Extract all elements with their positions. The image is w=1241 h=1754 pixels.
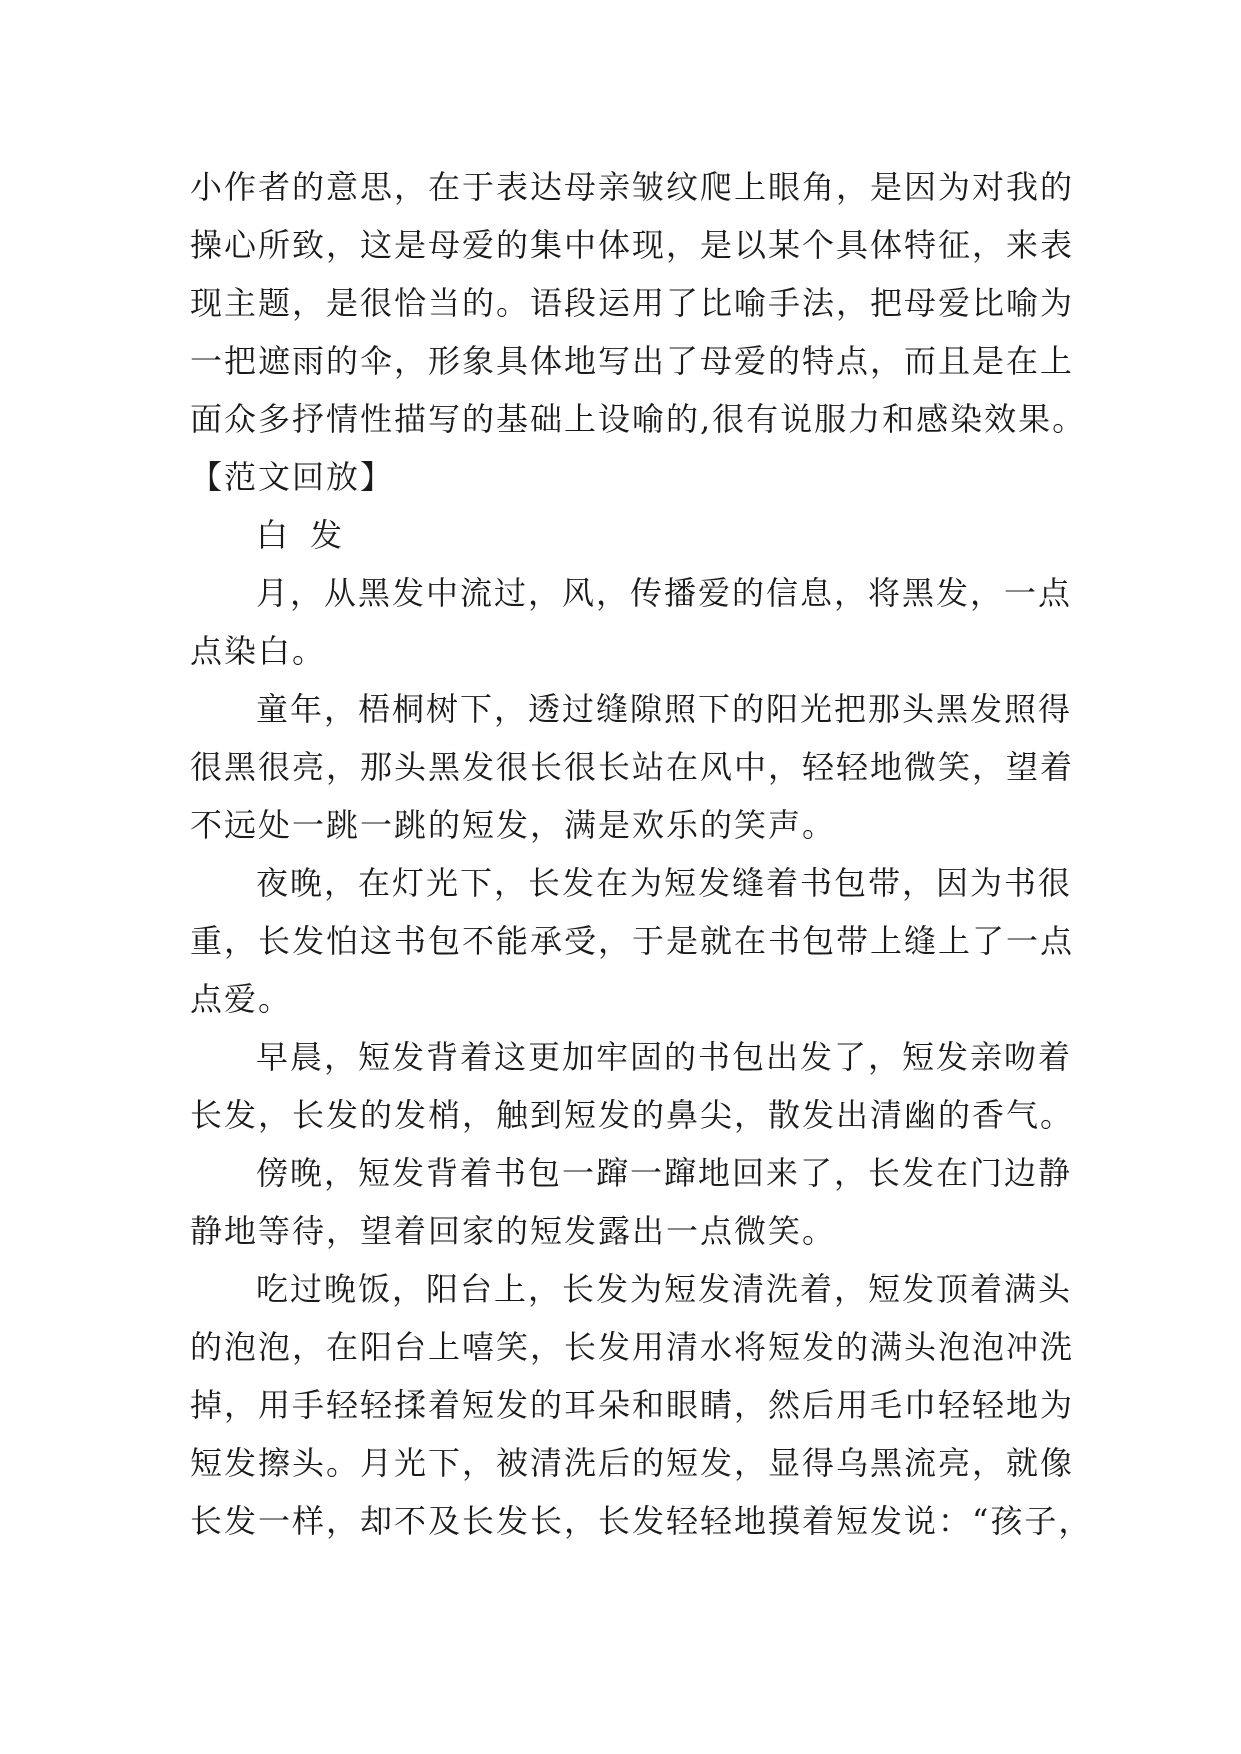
paragraph-childhood	[190, 680, 1075, 854]
essay-title-char-1: 白	[256, 516, 291, 554]
paragraph-line: 不远处一跳一跳的短发，满是欢乐的笑声。	[190, 806, 837, 844]
paragraph-line: 点染白。	[190, 632, 327, 670]
paragraph-line: 的泡泡，在阳台上嘻笑，长发用清水将短发的满头泡泡冲洗	[190, 1328, 1075, 1366]
paragraph-line: 点爱。	[190, 980, 293, 1018]
section-heading: 【范文回放】	[190, 458, 395, 496]
paragraph-line: 很黑很亮，那头黑发很长很长站在风中，轻轻地微笑，望着	[190, 748, 1075, 786]
analysis-line: 一把遮雨的伞，形象具体地写出了母爱的特点，而且是在上	[190, 342, 1075, 380]
analysis-line: 现主题，是很恰当的。语段运用了比喻手法，把母爱比喻为	[190, 284, 1075, 322]
paragraph-moon	[190, 564, 1073, 680]
essay-title-char-2: 发	[310, 516, 345, 554]
paragraph-line: 长发，长发的发梢，触到短发的鼻尖，散发出清幽的香气。	[190, 1096, 1075, 1134]
paragraph-evening	[190, 1144, 1073, 1260]
paragraph-line: 长发一样，却不及长发长，长发轻轻地摸着短发说：“孩子，	[190, 1502, 1093, 1540]
paragraph-line: 夜晚，在灯光下，长发在为短发缝着书包带，因为书很	[256, 864, 1073, 902]
paragraph-line: 静地等待，望着回家的短发露出一点微笑。	[190, 1212, 837, 1250]
paragraph-line: 重，长发怕这书包不能承受，于是就在书包带上缝上了一点	[190, 922, 1075, 960]
paragraph-line: 短发擦头。月光下，被清洗后的短发，显得乌黑流亮，就像	[190, 1444, 1075, 1482]
essay-title	[190, 506, 1070, 564]
paragraph-after-dinner	[190, 1260, 1093, 1550]
paragraph-line: 早晨，短发背着这更加牢固的书包出发了，短发亲吻着	[256, 1038, 1073, 1076]
paragraph-night	[190, 854, 1075, 1028]
paragraph-line: 月，从黑发中流过，风，传播爱的信息，将黑发，一点	[256, 574, 1073, 612]
paragraph-line: 掉，用手轻轻揉着短发的耳朵和眼睛，然后用毛巾轻轻地为	[190, 1386, 1075, 1424]
analysis-line: 小作者的意思，在于表达母亲皱纹爬上眼角，是因为对我的	[190, 168, 1075, 206]
analysis-line: 操心所致，这是母爱的集中体现，是以某个具体特征，来表	[190, 226, 1075, 264]
paragraph-morning	[190, 1028, 1075, 1144]
document-text	[190, 158, 1093, 1550]
paragraph-line: 傍晚，短发背着书包一蹿一蹿地回来了，长发在门边静	[256, 1154, 1073, 1192]
paragraph-line: 童年，梧桐树下，透过缝隙照下的阳光把那头黑发照得	[256, 690, 1073, 728]
paragraph-line: 吃过晚饭，阳台上，长发为短发清洗着，短发顶着满头	[256, 1270, 1073, 1308]
analysis-line: 面众多抒情性描写的基础上设喻的,很有说服力和感染效果。	[190, 400, 1087, 438]
